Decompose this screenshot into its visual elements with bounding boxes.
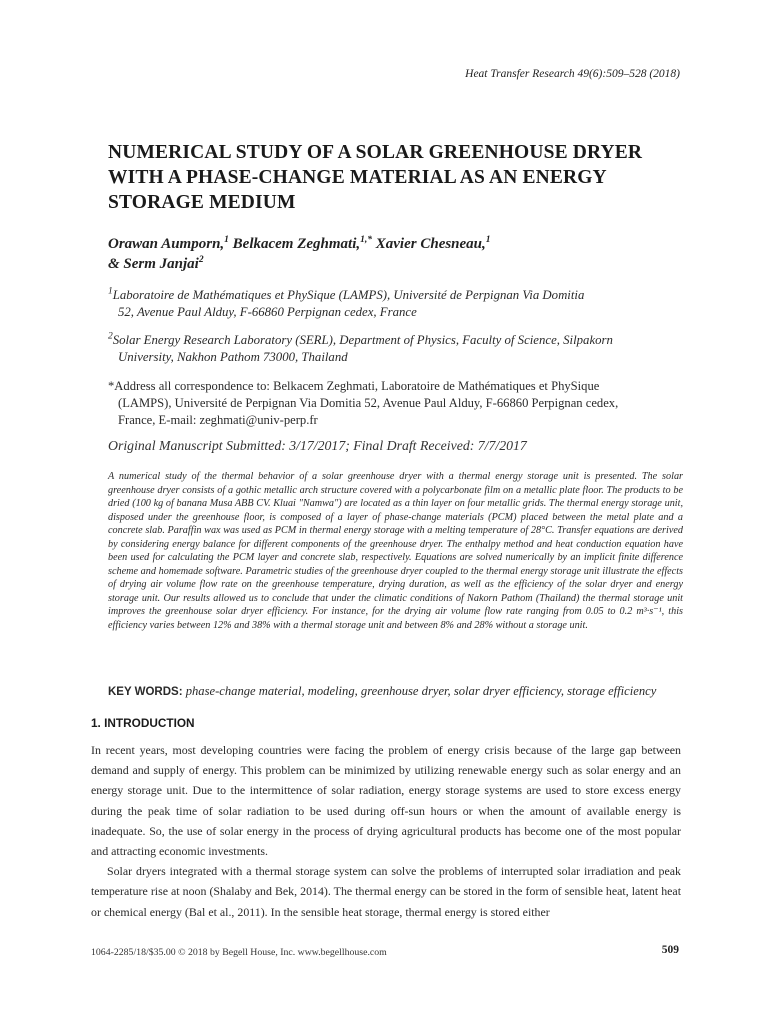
- affiliation-line: [108, 332, 698, 349]
- paragraph: Solar dryers integrated with a thermal storage system can solve the problems of interrupted solar irradiation and peak temperature rise at noon (Shalaby and Bek, 2014). The thermal energy can be stored in the form of sensible heat, latent heat or chemical energy (Bal et al., 2011). In the sensible heat storage, thermal energy is stored either: [91, 864, 681, 919]
- keywords-label: KEY WORDS:: [108, 686, 183, 698]
- author-line: [108, 234, 708, 254]
- author-name: Belkacem Zeghmati,: [228, 236, 361, 252]
- copyright-footer: 1064-2285/18/$35.00 © 2018 by Begell House, Inc. www.begellhouse.com: [91, 947, 387, 958]
- affiliation-line: 52, Avenue Paul Alduy, F-66860 Perpignan cedex, France: [118, 305, 417, 319]
- paragraph: In recent years, most developing countries were facing the problem of energy crisis because of the large gap between demand and supply of energy. This problem can be minimized by utilizing renewable energy such as solar energy and an energy storage unit. Due to the intermittence of solar radiation, energy storage systems are used to store excess energy during the peak time of solar radiation to be used during off-sun hours or when the amount of available energy is inadequate. So, the use of solar energy in the process of drying agricultural products has become one of the most popular and attracting economic investments.: [91, 743, 681, 859]
- paper-title: [108, 140, 698, 215]
- abstract: A numerical study of the thermal behavior of a solar greenhouse dryer with a thermal energy storage unit is presented. The solar greenhouse dryer consists of a gothic metallic arch structure covered with a polycarbonate film on a metallic plate floor. The products to be dried (100 kg of banana Musa ABB CV. Kluai "Namwa") are located as a thin layer on four metallic grids. The thermal energy storage unit, disposed under the greenhouse floor, is composed of a layer of phase-change materials (PCM) placed between the metal plate and a concrete slab. Paraffin wax was used as PCM in thermal energy storage with a melting temperature of 28°C. Transfer equations are derived by considering energy balance for different components of the greenhouse dryer. The enthalpy method and heat conduction equation have been used for calculating the PCM layer and concrete slab, respectively. Equations are solved numerically by an implicit finite difference scheme and homemade software. Parametric studies of the greenhouse dryer coupled to the thermal energy storage unit illustrate the effects of drying air volume flow rate on the greenhouse temperature, drying duration, as well as the efficiency of the solar dryer and energy storage unit. Our results allowed us to conclude that under the climatic conditions of Nakorn Pathom (Thailand) the thermal storage unit improves the greenhouse solar dryer efficiency. For instance, for the drying air volume flow rate ranging from 0.05 to 0.2 m³·s⁻¹, this efficiency varies between 12% and 38% with a thermal storage unit and between 8% and 28% without a storage unit.: [108, 471, 683, 631]
- author-line: [108, 254, 708, 274]
- title-line: STORAGE MEDIUM: [108, 192, 296, 213]
- keywords-text: phase-change material, modeling, greenhouse dryer, solar dryer efficiency, storage efficiency: [182, 684, 657, 698]
- title-line: NUMERICAL STUDY OF A SOLAR GREENHOUSE DRYER: [108, 142, 643, 163]
- affiliation-marker: 2: [108, 331, 113, 342]
- affiliation-1: [108, 287, 698, 321]
- affiliation-text: Laboratoire de Mathématiques et PhySique (LAMPS), Université de Perpignan Via Domitia: [112, 288, 585, 302]
- author-name: & Serm Janjai: [108, 256, 199, 272]
- introduction-body: [91, 740, 681, 922]
- journal-reference: Heat Transfer Research 49(6):509–528 (2018): [465, 68, 680, 80]
- keywords: [108, 684, 656, 699]
- correspondence-line: (LAMPS), Université de Perpignan Via Domitia 52, Avenue Paul Alduy, F-66860 Perpignan cedex,: [118, 396, 619, 410]
- correspondence-line: *Address all correspondence to: Belkacem Zeghmati, Laboratoire de Mathématiques et PhySique: [108, 379, 600, 393]
- manuscript-dates: Original Manuscript Submitted: 3/17/2017; Final Draft Received: 7/7/2017: [108, 438, 527, 453]
- correspondence-address: [108, 378, 688, 429]
- author-name: Xavier Chesneau,: [372, 236, 486, 252]
- author-affiliation-marker: 1: [224, 235, 229, 245]
- affiliation-2: [108, 332, 698, 366]
- affiliation-line: University, Nakhon Pathom 73000, Thailand: [118, 350, 348, 364]
- section-heading: 1. INTRODUCTION: [91, 716, 195, 730]
- author-affiliation-marker: 1,*: [360, 235, 373, 245]
- title-line: WITH A PHASE-CHANGE MATERIAL AS AN ENERGY: [108, 167, 607, 188]
- page-number: 509: [661, 944, 679, 956]
- author-list: [108, 234, 708, 274]
- affiliation-text: Solar Energy Research Laboratory (SERL), Department of Physics, Faculty of Science, Silpakorn: [112, 333, 613, 347]
- affiliation-marker: 1: [108, 286, 113, 297]
- affiliation-line: [108, 287, 698, 304]
- correspondence-line: France, E-mail: zeghmati@univ-perp.fr: [118, 413, 318, 427]
- author-affiliation-marker: 2: [198, 255, 204, 265]
- author-name: Orawan Aumporn,: [108, 236, 225, 252]
- author-affiliation-marker: 1: [485, 235, 491, 245]
